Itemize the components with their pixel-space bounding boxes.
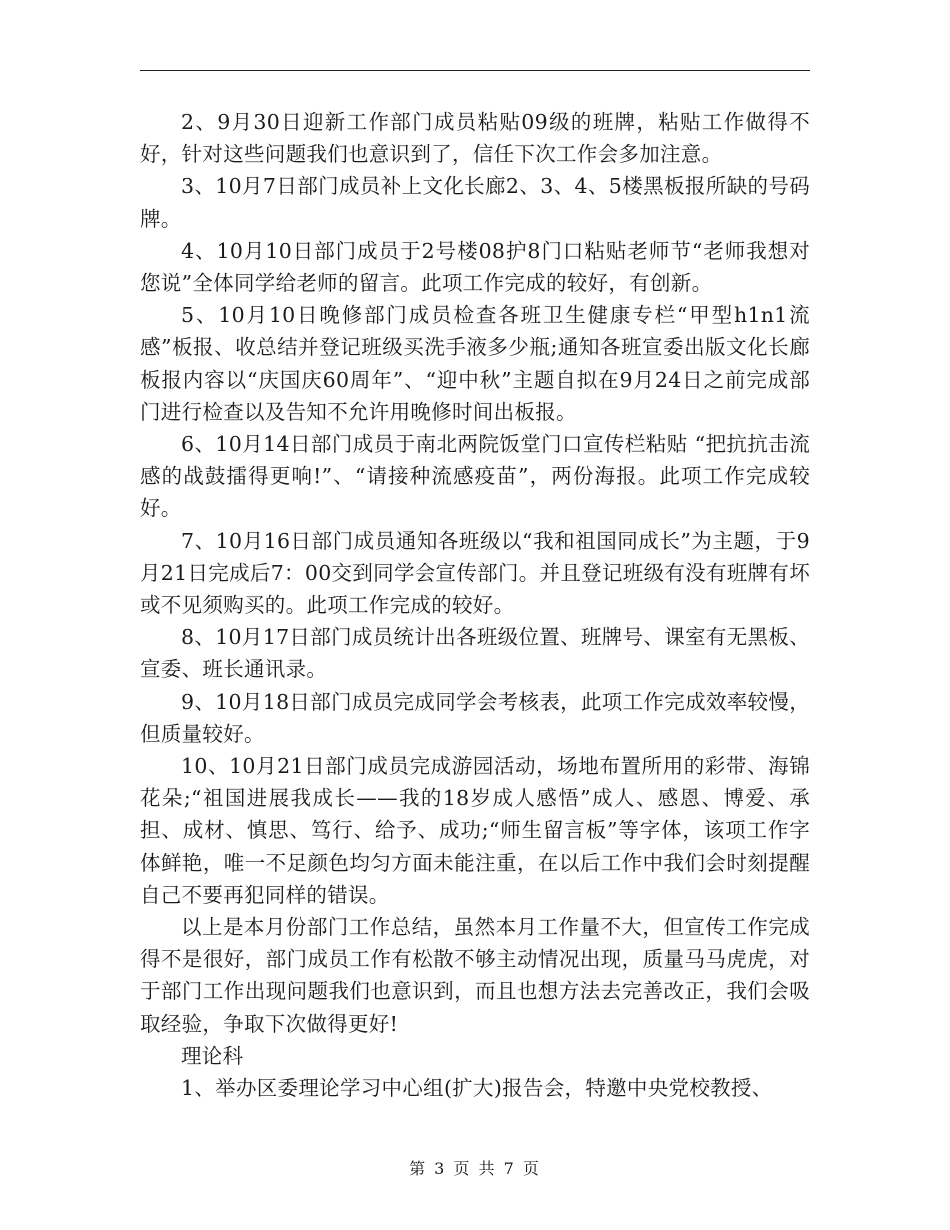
header-rule — [140, 70, 810, 71]
paragraph-item-1-theory: 1、举办区委理论学习中心组(扩大)报告会，特邀中央党校教授、 — [181, 1076, 773, 1101]
summary-paragraph: 以上是本月份部门工作总结，虽然本月工作量不大，但宣传工作完成得不是很好，部门成员工作有松散不够主动情况出现，质量马马虎虎，对于部门工作出现问题我们也意识到，而且也想方法去完善改正，我们会吸取经验，争取下次做得更好! — [140, 915, 810, 1036]
section-heading: 理论科 — [181, 1043, 244, 1068]
paragraph-item-6: 6、10月14日部门成员于南北两院饭堂门口宣传栏粘贴 “把抗抗击流感的战鼓擂得更响!”、“请接种流感疫苗”，两份海报。此项工作完成较好。 — [140, 432, 810, 521]
paragraph-item-5: 5、10月10日晚修部门成员检查各班卫生健康专栏“甲型h1n1流感”板报、收总结并登记班级买洗手液多少瓶;通知各班宣委出版文化长廊板报内容以“庆国庆60周年”、“迎中秋”主题自拟在9月24日之前完成部门进行检查以及告知不允许用晚修时间出板报。 — [140, 303, 810, 424]
page-number-footer: 第 3 页 共 7 页 — [409, 1159, 541, 1178]
paragraph-item-4: 4、10月10日部门成员于2号楼08护8门口粘贴老师节“老师我想对您说”全体同学给老师的留言。此项工作完成的较好，有创新。 — [140, 238, 810, 296]
paragraph-item-7: 7、10月16日部门成员通知各班级以“我和祖国同成长”为主题，于9月21日完成后7：00交到同学会宣传部门。并且登记班级有没有班牌有坏或不见须购买的。此项工作完成的较好。 — [140, 528, 810, 618]
paragraph-item-2: 2、9月30日迎新工作部门成员粘贴09级的班牌，粘贴工作做得不好，针对这些问题我们也意识到了，信任下次工作会多加注意。 — [140, 110, 810, 167]
document-body — [140, 106, 810, 1104]
paragraph-item-10: 10、10月21日部门成员完成游园活动，场地布置所用的彩带、海锦花朵;“祖国进展我成长——我的18岁成人感悟”成人、感恩、博爱、承担、成材、慎思、笃行、给予、成功;“师生留言板”等字体，该项工作字体鲜艳，唯一不足颜色均匀方面未能注重，在以后工作中我们会时刻提醒自己不要再犯同样的错误。 — [140, 754, 810, 907]
paragraph-item-8: 8、10月17日部门成员统计出各班级位置、班牌号、课室有无黑板、宣委、班长通讯录。 — [140, 625, 810, 682]
paragraph-item-9: 9、10月18日部门成员完成同学会考核表，此项工作完成效率较慢，但质量较好。 — [140, 689, 810, 746]
paragraph-item-3: 3、10月7日部门成员补上文化长廊2、3、4、5楼黑板报所缺的号码牌。 — [140, 174, 810, 231]
